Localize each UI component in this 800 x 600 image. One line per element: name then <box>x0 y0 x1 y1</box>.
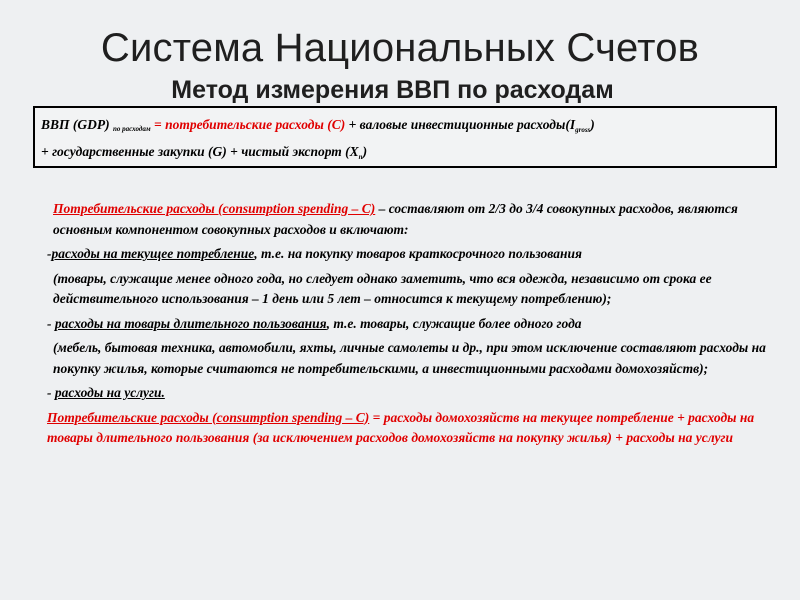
current-consumption-text: , т.е. на покупку товаров краткосрочного пользования <box>254 246 582 261</box>
list-dash: - <box>47 385 55 400</box>
list-dash: - <box>47 246 52 261</box>
durable-goods-text: , т.е. товары, служащие более одного года <box>326 315 582 331</box>
consumption-definition-text: = расходы домохозяйств на текущее потребление + расходы на товары длительного пользования (за исключением расходов домохозяйств на покупку жилья) + расходы на услуги <box>47 409 755 445</box>
services-term: расходы на услуги. <box>54 385 165 400</box>
formula-close: ) <box>590 117 595 132</box>
paragraph-durable-goods-note: (мебель, бытовая техника, автомобили, яхты, личные самолеты и др., при этом исключение составляют расходы на покупку жилья, которые считаются не потребительскими, а инвестиционными расходами домохозяйств); <box>53 340 766 376</box>
formula-investment: + валовые инвестиционные расходы(I <box>345 117 576 132</box>
slide-title: Система Национальных Счетов <box>100 26 700 70</box>
list-dash: - <box>47 315 55 331</box>
current-consumption-term: расходы на текущее потребление <box>51 246 255 261</box>
consumption-definition-term: Потребительские расходы (consumption spending – C) <box>47 409 370 425</box>
formula-lhs-subscript: по расходам <box>113 125 151 133</box>
content-body <box>47 199 767 449</box>
consumption-intro-text: – составляют от 2/3 до 3/4 совокупных расходов, являются основным компонентом совокупных расходов и включают: <box>53 201 738 237</box>
formula-line2-close: ) <box>362 144 368 159</box>
formula-export-subscript: n <box>358 153 363 161</box>
formula-lhs: ВВП (GDP) <box>41 117 110 132</box>
paragraph-consumption-definition <box>47 408 767 449</box>
paragraph-current-consumption-note: (товары, служащие менее одного года, но следует однако заметить, что вся одежда, независимо от срока ее действительного использования – 1 день или 5 лет – относится к текущему потреблению); <box>53 270 712 306</box>
formula-investment-subscript: gross <box>575 126 591 134</box>
formula-line-1 <box>41 114 767 141</box>
list-item-services <box>47 383 767 404</box>
formula-consumption: потребительские расходы (C) <box>165 117 346 132</box>
formula-line-2 <box>41 141 767 168</box>
formula-gov-export: + государственные закупки (G) + чистый экспорт (X <box>41 144 359 159</box>
durable-goods-term: расходы на товары длительного пользования <box>54 315 327 331</box>
list-item-durable-goods <box>47 314 767 335</box>
consumption-term: Потребительские расходы (consumption spending – C) <box>53 201 376 216</box>
paragraph-consumption-intro <box>47 199 767 240</box>
gdp-formula-box <box>33 106 777 168</box>
formula-eq: = <box>150 117 166 132</box>
list-item-current-consumption <box>47 244 767 265</box>
slide-subtitle: Метод измерения ВВП по расходам <box>171 76 614 104</box>
